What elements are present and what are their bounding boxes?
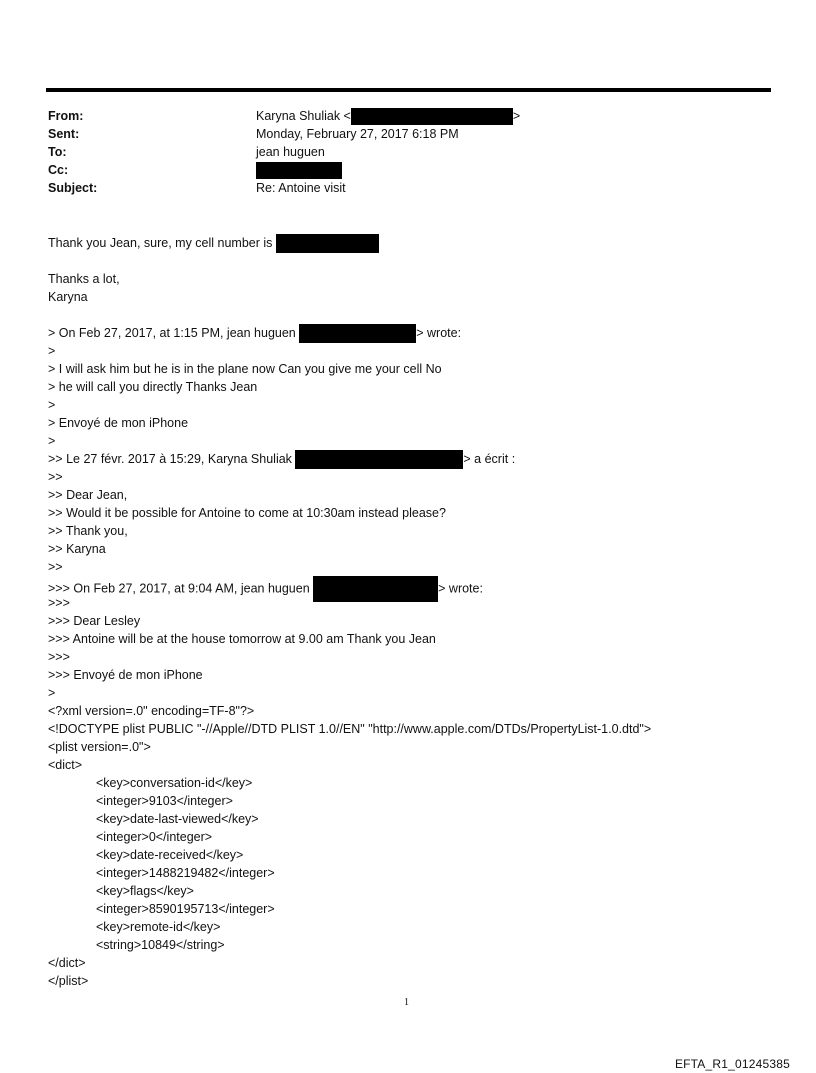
xml-line: <integer>1488219482</integer> bbox=[96, 866, 275, 880]
quoted-line: >> Karyna bbox=[48, 542, 106, 556]
body-text: Thank you Jean, sure, my cell number is bbox=[48, 236, 276, 250]
quoted-line: > he will call you directly Thanks Jean bbox=[48, 380, 258, 394]
body-line: Karyna bbox=[48, 290, 88, 304]
xml-line: <integer>8590195713</integer> bbox=[96, 902, 275, 916]
xml-line: <integer>9103</integer> bbox=[96, 794, 233, 808]
xml-line: <key>date-last-viewed</key> bbox=[96, 812, 259, 826]
xml-line: <!DOCTYPE plist PUBLIC "-//Apple//DTD PLIST 1.0//EN" "http://www.apple.com/DTDs/PropertyList-1.0.dtd"> bbox=[48, 722, 652, 736]
cc-label: Cc: bbox=[48, 163, 69, 177]
body-line bbox=[48, 234, 379, 253]
quoted-line bbox=[48, 324, 461, 343]
quoted-line: > Envoyé de mon iPhone bbox=[48, 416, 189, 430]
redaction-bar bbox=[313, 576, 438, 602]
to-value: jean huguen bbox=[256, 145, 325, 159]
xml-line: </plist> bbox=[48, 974, 89, 988]
xml-line: </dict> bbox=[48, 956, 86, 970]
quoted-line: >>> Envoyé de mon iPhone bbox=[48, 668, 203, 682]
redaction-bar bbox=[351, 108, 513, 125]
quoted-line bbox=[48, 450, 515, 469]
bates-number: EFTA_R1_01245385 bbox=[674, 1057, 790, 1071]
quoted-line: >>> Dear Lesley bbox=[48, 614, 141, 628]
quoted-text: >>> On Feb 27, 2017, at 9:04 AM, jean huguen bbox=[48, 581, 314, 596]
sent-label: Sent: bbox=[48, 127, 80, 141]
quoted-text: > On Feb 27, 2017, at 1:15 PM, jean huguen bbox=[48, 326, 300, 340]
quoted-text: >> Le 27 févr. 2017 à 15:29, Karyna Shuliak bbox=[48, 452, 296, 466]
page-number: 1 bbox=[404, 997, 409, 1008]
quoted-line: >> Thank you, bbox=[48, 524, 128, 538]
redaction-bar bbox=[276, 234, 379, 253]
xml-line: <plist version=.0"> bbox=[48, 740, 151, 754]
subject-value: Re: Antoine visit bbox=[256, 181, 346, 195]
body-line: Thanks a lot, bbox=[48, 272, 120, 286]
quoted-text: > wrote: bbox=[438, 581, 483, 596]
from-close: > bbox=[512, 109, 521, 123]
quoted-line: > bbox=[48, 398, 56, 412]
quoted-line: >>> Antoine will be at the house tomorrow at 9.00 am Thank you Jean bbox=[48, 632, 436, 646]
from-value bbox=[256, 107, 520, 125]
quoted-line: >> bbox=[48, 560, 63, 574]
quoted-line: > I will ask him but he is in the plane now Can you give me your cell No bbox=[48, 362, 442, 376]
quoted-line: >>> bbox=[48, 596, 70, 610]
header-rule bbox=[46, 88, 771, 92]
quoted-line bbox=[48, 576, 483, 602]
quoted-line: >> bbox=[48, 470, 63, 484]
from-name: Karyna Shuliak < bbox=[256, 109, 351, 123]
redaction-bar bbox=[295, 450, 463, 469]
xml-line: <dict> bbox=[48, 758, 83, 772]
quoted-line: >>> bbox=[48, 650, 70, 664]
sent-value: Monday, February 27, 2017 6:18 PM bbox=[256, 127, 459, 141]
xml-line: <string>10849</string> bbox=[96, 938, 225, 952]
quoted-line: >> Dear Jean, bbox=[48, 488, 128, 502]
redaction-bar bbox=[256, 162, 342, 179]
quoted-line: > bbox=[48, 344, 56, 358]
xml-line: <key>conversation-id</key> bbox=[96, 776, 253, 790]
xml-line: <key>remote-id</key> bbox=[96, 920, 221, 934]
quoted-line: >> Would it be possible for Antoine to come at 10:30am instead please? bbox=[48, 506, 446, 520]
xml-line: <?xml version=.0" encoding=TF-8"?> bbox=[48, 704, 255, 718]
xml-line: <key>date-received</key> bbox=[96, 848, 244, 862]
quoted-text: > a écrit : bbox=[463, 452, 516, 466]
quoted-line: > bbox=[48, 686, 56, 700]
xml-line: <integer>0</integer> bbox=[96, 830, 213, 844]
from-label: From: bbox=[48, 109, 84, 123]
xml-line: <key>flags</key> bbox=[96, 884, 194, 898]
cc-value bbox=[256, 161, 342, 179]
to-label: To: bbox=[48, 145, 67, 159]
redaction-bar bbox=[299, 324, 416, 343]
subject-label: Subject: bbox=[48, 181, 98, 195]
quoted-line: > bbox=[48, 434, 56, 448]
quoted-text: > wrote: bbox=[416, 326, 462, 340]
